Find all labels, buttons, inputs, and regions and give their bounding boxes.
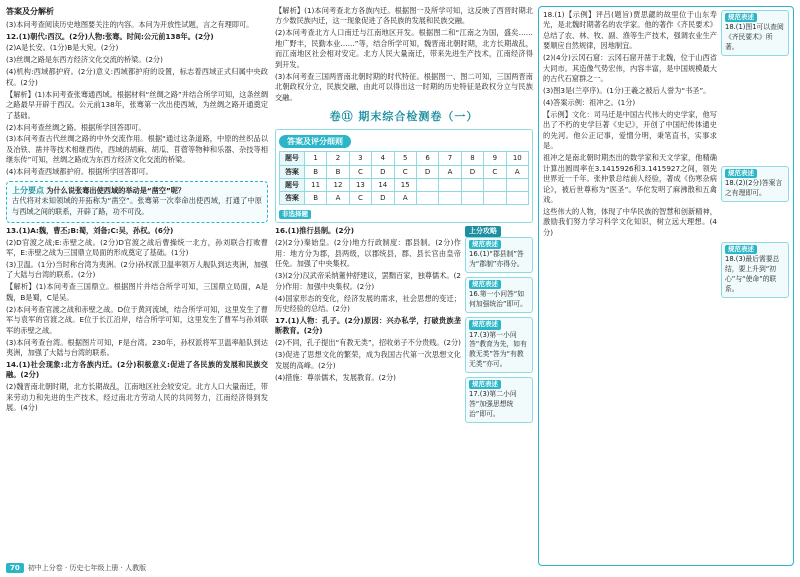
- answer-table-cell: C: [349, 191, 371, 204]
- analysis-line: (3)本问考查古代丝绸之路的中外交流作用。根据“通过这条道路，中原的丝织品以及冶铁、凿井等技术相继西传，西域的胡麻、胡瓜、苜蓿等物种和乐器、杂技等相继东传”可知，丝绸之路成为东西方经济文化交流的桥梁。: [6, 134, 268, 165]
- answer-table-cell: A: [439, 165, 461, 178]
- page-footer: [6, 563, 146, 573]
- answer-table-cell: A: [327, 191, 349, 204]
- strategy-label: 上分攻略: [465, 226, 501, 236]
- key-point-title: 上分要点: [12, 185, 44, 195]
- answer-table-title: 答案及评分细则: [279, 135, 351, 149]
- answer-line: (2)魏晋南北朝时期，北方长期战乱，江南地区社会较安定。北方人口大量南迁，带来劳动力和先进的生产技术，经过南北方劳动人民的共同努力，江南经济得到发展。(4分): [6, 382, 268, 413]
- answer-table-cell: B: [327, 165, 349, 178]
- column-middle: [275, 6, 533, 562]
- analysis-line: 【解析】(1)本问考查北方各族内迁。根据图一及所学可知，这反映了西晋时期北方少数民族内迁，这一现象促进了各民族的发展和民族交融。: [275, 6, 533, 26]
- book-title: 初中上分卷 · 历史七年级上册 · 人教版: [27, 563, 147, 572]
- tip-title: 规范表述: [469, 280, 501, 289]
- tip-text: 18.(3)最后需要总结，要上升到“初心”与“使命”的联系。: [725, 255, 780, 294]
- tip-text: 17.(3)第二小问答“加强思想统治”即可。: [469, 390, 517, 419]
- answer-table-cell: [484, 191, 506, 204]
- answer-line: (3)(2分)汉武帝采纳董仲舒建议，罢黜百家，独尊儒术。(2分)作用：加强中央集权。(2分): [275, 271, 461, 291]
- answer-table-cell: D: [461, 165, 483, 178]
- answer-line: 【示例】文化：司马迁是中国古代伟大的史学家，他写出了不朽的史学巨著《史记》，开创了中国纪传体通史的先河。他公正记事，爱憎分明，秉笔直书，实事求是。: [543, 109, 717, 151]
- tip-box: [465, 237, 533, 273]
- tip-box: [721, 166, 789, 202]
- answer-table-row: [280, 191, 529, 204]
- answer-table-cell: D: [372, 165, 394, 178]
- answer-table-cell: [506, 191, 528, 204]
- answer-table-cell: 14: [372, 178, 394, 191]
- answer-table: [279, 151, 529, 205]
- answer-line: (4)国家形态的变化，经济发展的需求，社会思想的变迁；历史经验的总结。(2分): [275, 293, 461, 314]
- answer-line: 18.(1)【示例】评吕(题旨)贾思勰的故里位于山东寿光，是北魏时期著名的农学家。他的著作《齐民要术》总结了农、林、牧、副、渔等生产技术，强调农业生产要顺应自然规律，因地制宜。: [543, 10, 717, 51]
- tip-box: [721, 10, 789, 56]
- analysis-line: (3)本问考查三国两晋南北朝时期的时代特征。根据图一、图二可知，三国两晋南北朝政权分立，民族交融，由此可以得出这一时期的历史特征是政权分立与民族交融。: [275, 71, 533, 102]
- tip-title: 规范表述: [469, 240, 501, 249]
- key-point-box: [6, 181, 268, 223]
- answer-line: 12.(1)朝代:西汉。(2分)人物:张骞。时间:公元前138年。(2分): [6, 31, 214, 41]
- answer-table-cell: 3: [349, 152, 371, 165]
- tip-title: 规范表述: [469, 380, 501, 389]
- key-point-question: 为什么说张骞出使西域的举动是“凿空”呢？: [46, 185, 186, 195]
- answer-line: (2)A是长安。(1分)B是大宛。(2分): [6, 43, 119, 53]
- answer-table-row-label: 题号: [280, 152, 305, 165]
- tip-title: 规范表述: [469, 320, 501, 329]
- exam-title: 卷⑪ 期末综合检测卷（一）: [329, 109, 479, 123]
- tips-sidebar: [465, 226, 533, 426]
- text-line: (3)本问考查阅读历史地图要关注的内容。本问为开放性试题，言之有理即可。: [6, 19, 254, 29]
- answer-line: (2)不同，孔子提出“有教无类”，招收弟子不分贵贱。(2分): [275, 338, 461, 348]
- analysis-line: (3)本问考查台湾。根据图片可知，F是台湾。230年，孙权派将军卫温率船队到达夷洲，加强了大陆与台湾的联系。: [6, 337, 268, 357]
- answer-table-cell: [461, 178, 483, 191]
- answer-line: (2)D官渡之战;E:赤壁之战。(2分)D官渡之战后曹操统一北方，孙刘联合打败曹军，E:赤壁之战为三国鼎立局面的形成奠定了基础。(1分): [6, 237, 268, 258]
- answer-line: 这些伟大的人物，体现了中华民族的智慧和创新精神，激励我们努力学习科学文化知识，树立远大理想。(4分): [543, 206, 717, 237]
- answer-table-row-label: 题号: [280, 178, 305, 191]
- answers-with-tips: [543, 10, 789, 302]
- answer-table-cell: [439, 178, 461, 191]
- answer-line: (3)图3是(兰亭序)。(1分)王羲之被后人誉为“书圣”。: [543, 86, 711, 96]
- answer-table-cell: D: [372, 191, 394, 204]
- answer-table-cell: 6: [416, 152, 438, 165]
- answer-table-cell: [439, 191, 461, 204]
- tips-sidebar: [721, 10, 789, 302]
- answer-table-cell: B: [304, 191, 326, 204]
- answer-main: [543, 10, 717, 302]
- answer-table-cell: C: [394, 165, 416, 178]
- answer-main: [275, 226, 461, 426]
- analysis-line: (2)本问考查丝绸之路。根据所学回答即可。: [6, 122, 146, 132]
- analysis-line: (2)本问考查官渡之战和赤壁之战。D位于黄河流域，结合所学可知，这里发生了曹军与袁军的官渡之战。E位于长江沿岸，结合所学可知，这里发生了曹军与孙刘联军的赤壁之战。: [6, 304, 268, 335]
- answer-line: (2)(4分)云冈石窟：云冈石窟开凿于北魏，位于山西省大同市。其造像气势宏伟，内容丰富，是中国规模最大的古代石窟群之一。: [543, 53, 717, 84]
- tip-box: [465, 277, 533, 313]
- answer-line: (3)促进了思想文化的繁荣，成为我国古代第一次思想文化发展的高峰。(2分): [275, 350, 461, 370]
- column-right: [538, 6, 794, 566]
- answer-table-cell: D: [416, 165, 438, 178]
- tip-box: [465, 377, 533, 423]
- answer-table-cell: [506, 178, 528, 191]
- answer-line: 16.(1)推行县制。(2分): [275, 226, 354, 236]
- answer-table-cell: 7: [439, 152, 461, 165]
- tip-text: 18.(2)(2分)答案言之有理即可。: [725, 179, 783, 198]
- answer-table-cell: 10: [506, 152, 528, 165]
- answer-line: (3)丝绸之路是东西方经济文化交流的桥梁。(2分): [6, 55, 163, 65]
- tip-title: 规范表述: [725, 13, 757, 22]
- answer-table-cell: [416, 178, 438, 191]
- analysis-line: (4)本问考查西域都护府。根据所学回答即可。: [6, 167, 153, 177]
- answer-table-row: [280, 165, 529, 178]
- answer-table-row: [280, 178, 529, 191]
- answer-table-box: [275, 129, 533, 224]
- tip-text: 17.(3)第一小问答“教育为先，如有教无类”答为“有教无类”亦可。: [469, 330, 527, 369]
- answer-table-cell: 11: [304, 178, 326, 191]
- analysis-line: 【解析】(1)本问考查张骞通西域。根据材料“丝绸之路”并结合所学可知，这条丝绸之路最早开辟于西汉。公元前138年，张骞第一次出使西域，为丝绸之路开通奠定了基础。: [6, 89, 268, 120]
- answer-line: (4)答案示例：祖冲之。(1分): [543, 98, 636, 107]
- answer-table-cell: 5: [394, 152, 416, 165]
- answer-line: 13.(1)A:魏，曹丕;B:蜀，刘备;C:吴，孙权。(6分): [6, 225, 174, 235]
- page-header: 答案及分解析: [6, 7, 54, 16]
- answers-with-tips: [275, 226, 533, 426]
- answer-line: (2)(2分)秦始皇。(2分)地方行政制度：郡县制。(2分)作用：地方分为郡，县两级，以郡统县，郡、县长官由皇帝任免。加强了中央集权。: [275, 238, 461, 269]
- answer-table-row: [280, 152, 529, 165]
- answer-line: 17.(1)人物：孔子。(2分)原因：兴办私学，打破贵族垄断教育。(2分): [275, 315, 461, 336]
- non-choice-label: 非选择题: [279, 210, 311, 219]
- answer-line: (4)措施：尊崇儒术，发展教育。(2分): [275, 372, 396, 382]
- answer-table-cell: [416, 191, 438, 204]
- tip-box: [721, 242, 789, 298]
- answer-table-cell: [461, 191, 483, 204]
- answer-table-cell: C: [349, 165, 371, 178]
- tip-text: 16.(1)“郡县制”答为“郡制”亦得分。: [469, 250, 524, 269]
- answer-table-cell: 4: [372, 152, 394, 165]
- answer-table-cell: 2: [327, 152, 349, 165]
- tip-text: 18.(1)图1可以查阅《齐民要术》所著。: [725, 23, 784, 52]
- analysis-line: 【解析】(1)本问考查三国鼎立。根据图片并结合所学可知，三国鼎立局面，A是魏，B是蜀，C是吴。: [6, 282, 268, 302]
- tip-title: 规范表述: [725, 245, 757, 254]
- answer-table-cell: 15: [394, 178, 416, 191]
- answer-table-cell: 12: [327, 178, 349, 191]
- answer-table-row-label: 答案: [280, 191, 305, 204]
- answer-table-cell: 9: [484, 152, 506, 165]
- answer-table-row-label: 答案: [280, 165, 305, 178]
- tip-title: 规范表述: [725, 169, 757, 178]
- answer-table-cell: B: [304, 165, 326, 178]
- answer-line: 14.(1)社会现象:北方各族内迁。(2分)积极意义:促进了各民族的发展和民族交融。(2分): [6, 359, 268, 380]
- analysis-line: (2)本问考查北方人口南迁与江南地区开发。根据图二和“江南之为国，盛矣……地广野丰，民勤本业……”等，结合所学可知，魏晋南北朝时期，北方长期战乱，而江南地区社会相对安定。北方人民大量南迁，带来先进生产技术，江南经济得到开发。: [275, 28, 533, 69]
- answer-table-cell: A: [394, 191, 416, 204]
- tip-box: [465, 317, 533, 373]
- answer-table-cell: 1: [304, 152, 326, 165]
- answer-table-cell: A: [506, 165, 528, 178]
- answer-table-cell: C: [484, 165, 506, 178]
- page-number: 70: [6, 563, 24, 573]
- column-left: [6, 6, 268, 562]
- answer-line: (3)卫温。(1分)当时称台湾为夷洲。(2分)孙权派卫温率领万人舰队到达夷洲，加强了大陆与台湾的联系。(2分): [6, 260, 268, 280]
- key-point-body: 古代将对未知领域的开拓称为“凿空”。张骞第一次奉命出使西域，打通了中原与西域之间的联系，开辟了路，功不可没。: [12, 196, 262, 216]
- answer-table-cell: [484, 178, 506, 191]
- tip-text: 16.第一小问答“如何加强统治”即可。: [469, 290, 527, 309]
- answer-line: (4)机构:西域都护府。(2分)意义:西域都护府的设置，标志着西域正式归属中央政权。(2分): [6, 67, 268, 87]
- answer-line: 祖冲之是南北朝时期杰出的数学家和天文学家，他精确计算出圆周率在3.1415926和3.1415927之间，领先世界近一千年。张仲景总结前人经验，著成《伤寒杂病论》，被后世尊称为“医圣”。华佗发明了麻沸散和五禽戏。: [543, 153, 717, 204]
- answer-table-cell: 13: [349, 178, 371, 191]
- answer-table-cell: 8: [461, 152, 483, 165]
